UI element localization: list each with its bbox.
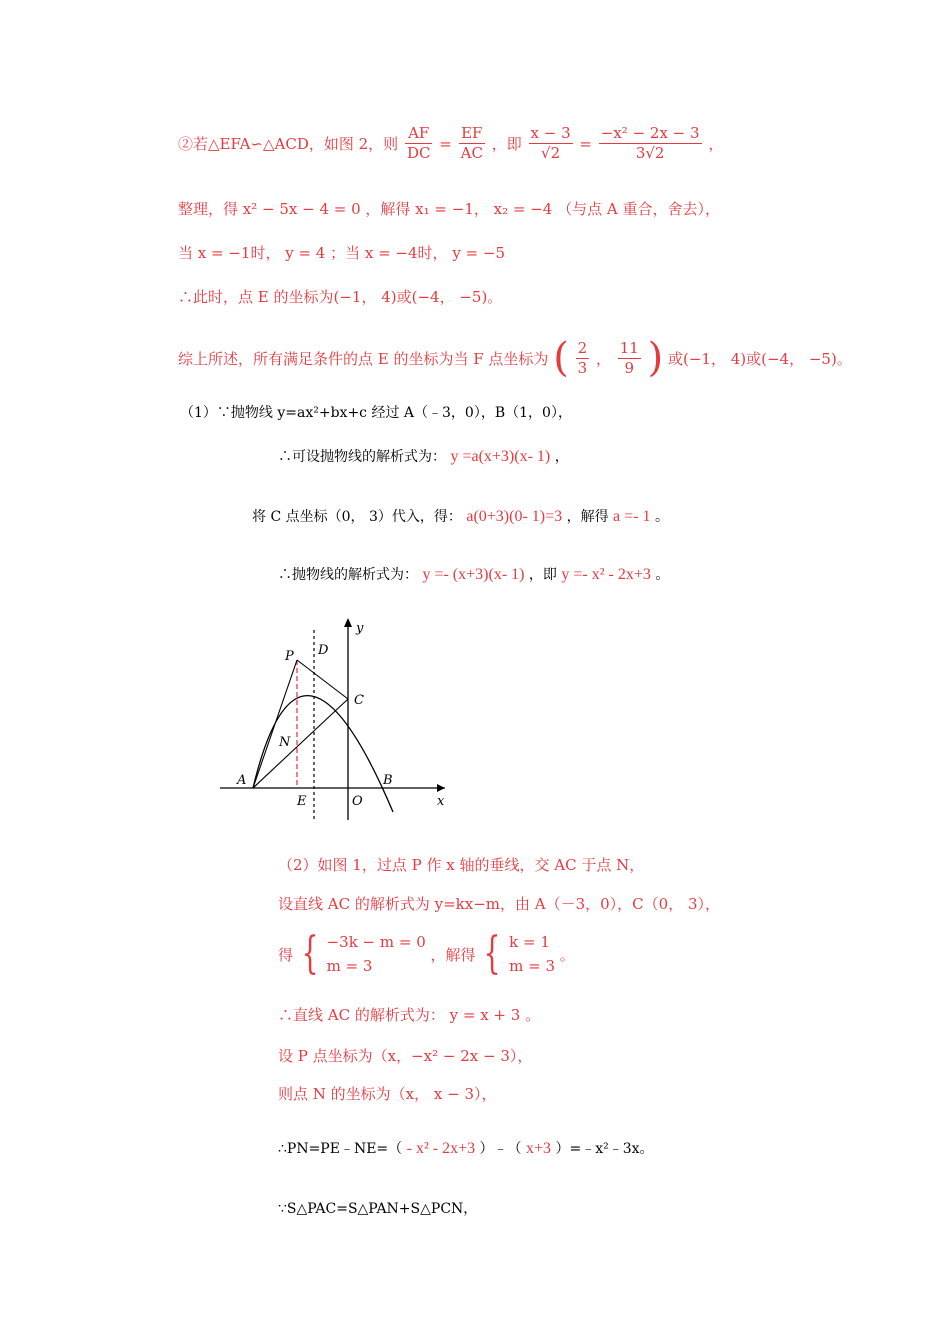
label-a: A xyxy=(237,773,247,788)
frac-num: x − 3 xyxy=(530,124,571,142)
close-paren: ) xyxy=(647,335,664,381)
part2-line7 xyxy=(278,1138,654,1158)
simplify-line: 整理，得 x² − 5x − 4 = 0 ，解得 x₁ = −1， x₂ = −4 （与点 A 重合，舍去）， xyxy=(178,200,720,218)
part2-line2: 设直线 AC 的解析式为 y=kx−m，由 A（－3，0），C（0， 3）， xyxy=(278,895,721,913)
sys2-eq-b: m = 3 xyxy=(509,957,555,975)
frac-num: EF xyxy=(459,124,485,144)
part2-line7-b: ）﹣（ xyxy=(479,1141,522,1157)
label-o: O xyxy=(352,794,363,809)
part1-line1: （1）∵抛物线 y=ax²+bx+c 经过 A（﹣3，0），B（1，0）， xyxy=(180,405,572,421)
label-d: D xyxy=(318,643,329,658)
frac-den: 9 xyxy=(624,358,635,377)
part1-line2-text: ∴可设抛物线的解析式为： xyxy=(278,449,446,465)
summary-suffix: 或(−1， 4)或(−4， −5)。 xyxy=(668,349,852,368)
part1-line2-formula: y =a(x+3)(x- 1) xyxy=(450,448,551,465)
frac-num: AF xyxy=(405,124,433,144)
part2-line7-c: ）=﹣x²﹣3x。 xyxy=(555,1141,654,1157)
part2-line8: ∵S△PAC=S△PAN+S△PCN， xyxy=(278,1201,478,1217)
fraction-two-thirds xyxy=(576,339,590,378)
part1-line3-mid: ，解得 xyxy=(566,509,609,525)
summary-prefix: 综上所述，所有满足条件的点 E 的坐标为当 F 点坐标为 xyxy=(178,349,549,368)
part2-line7-formula2: x+3 xyxy=(526,1140,552,1157)
part2-line1: （2）如图 1，过点 P 作 x 轴的垂线，交 AC 于点 N， xyxy=(278,856,645,874)
equation-system-2 xyxy=(509,930,555,978)
fraction-ef-ac xyxy=(459,124,485,163)
label-n: N xyxy=(279,735,291,750)
part2-line7-a: ∴PN=PE﹣NE=（ xyxy=(278,1141,403,1157)
sys1-eq-a: −3k − m = 0 xyxy=(326,933,426,951)
part2-line7-formula1: - x² - 2x+3 xyxy=(406,1140,476,1157)
case2-mid: ，即 xyxy=(491,135,522,153)
part2-line3-prefix: 得 xyxy=(278,945,294,964)
part1-line4-formula: y =- (x+3)(x- 1) xyxy=(422,566,525,583)
case2-line xyxy=(178,124,723,163)
part2-line3-mid: ，解得 xyxy=(430,945,476,964)
summary-line xyxy=(178,335,852,381)
fraction-af-dc xyxy=(405,124,433,163)
when-line: 当 x = −1时， y = 4 ；当 x = −4时， y = −5 xyxy=(178,244,506,262)
frac-den: DC xyxy=(406,144,431,162)
part1-line3-text: 将 C 点坐标（0， 3）代入，得： xyxy=(252,509,462,525)
equals-sign: = xyxy=(439,134,452,153)
frac-num: 2 xyxy=(577,338,588,357)
y-axis-arrow-icon xyxy=(344,618,352,627)
part1-line3-formula2: a =- 1 xyxy=(613,508,651,525)
parabola-figure xyxy=(215,612,455,827)
frac-num: 11 xyxy=(619,338,639,357)
x-axis-arrow-icon xyxy=(437,784,445,792)
fraction-eleven-ninths xyxy=(618,339,641,378)
summary-sep: ， xyxy=(595,349,611,368)
left-brace-icon: { xyxy=(301,928,319,979)
label-y: y xyxy=(356,621,364,636)
line-pc xyxy=(297,660,348,699)
part1-line4-text: ∴抛物线的解析式为： xyxy=(278,567,418,583)
part2-line5: 设 P 点坐标为（x，−x² − 2x − 3）， xyxy=(278,1047,533,1065)
part1-line4-formula2: y =- x² - 2x+3 xyxy=(561,566,651,583)
frac-den: √2 xyxy=(541,144,561,162)
case2-end: ， xyxy=(708,135,724,153)
label-p: P xyxy=(285,649,294,664)
part1-line2 xyxy=(278,446,569,466)
label-b: B xyxy=(383,773,393,788)
fraction-poly-3sqrt2 xyxy=(599,124,702,163)
part1-line2-end: ， xyxy=(554,449,569,465)
part1-line3-formula: a(0+3)(0- 1)=3 xyxy=(466,508,563,525)
frac-den: AC xyxy=(460,144,483,162)
case2-prefix: ②若△EFA∽△ACD，如图 2，则 xyxy=(178,135,399,153)
sys2-eq-a: k = 1 xyxy=(509,933,550,951)
part2-line6: 则点 N 的坐标为（x， x − 3）， xyxy=(278,1085,497,1103)
equals-sign: = xyxy=(579,134,592,153)
frac-den: 3 xyxy=(577,358,588,377)
therefore-e-line: ∴此时，点 E 的坐标为(−1， 4)或(−4， −5)。 xyxy=(178,288,503,306)
line-ac xyxy=(253,699,348,788)
part1-line3 xyxy=(252,506,669,526)
label-c: C xyxy=(354,693,364,708)
part2-line3-end: 。 xyxy=(559,945,575,964)
open-paren: ( xyxy=(553,335,569,381)
label-e: E xyxy=(297,794,307,809)
sys1-eq-b: m = 3 xyxy=(326,957,373,975)
part2-line3 xyxy=(278,930,575,978)
equation-system-1 xyxy=(327,930,426,978)
part1-line3-end: 。 xyxy=(654,509,669,525)
part2-line4: ∴直线 AC 的解析式为： y = x + 3 。 xyxy=(278,1006,541,1024)
fraction-x3-sqrt2 xyxy=(529,124,573,163)
frac-den: 3√2 xyxy=(635,144,665,162)
parabola-curve xyxy=(253,696,393,812)
part1-line4 xyxy=(278,564,669,584)
label-x: x xyxy=(437,794,445,809)
line-ap xyxy=(253,660,297,788)
part1-line4-mid: ，即 xyxy=(528,567,557,583)
frac-num: −x² − 2x − 3 xyxy=(600,124,700,142)
part1-line4-end: 。 xyxy=(655,567,670,583)
left-brace-icon: { xyxy=(483,928,501,979)
